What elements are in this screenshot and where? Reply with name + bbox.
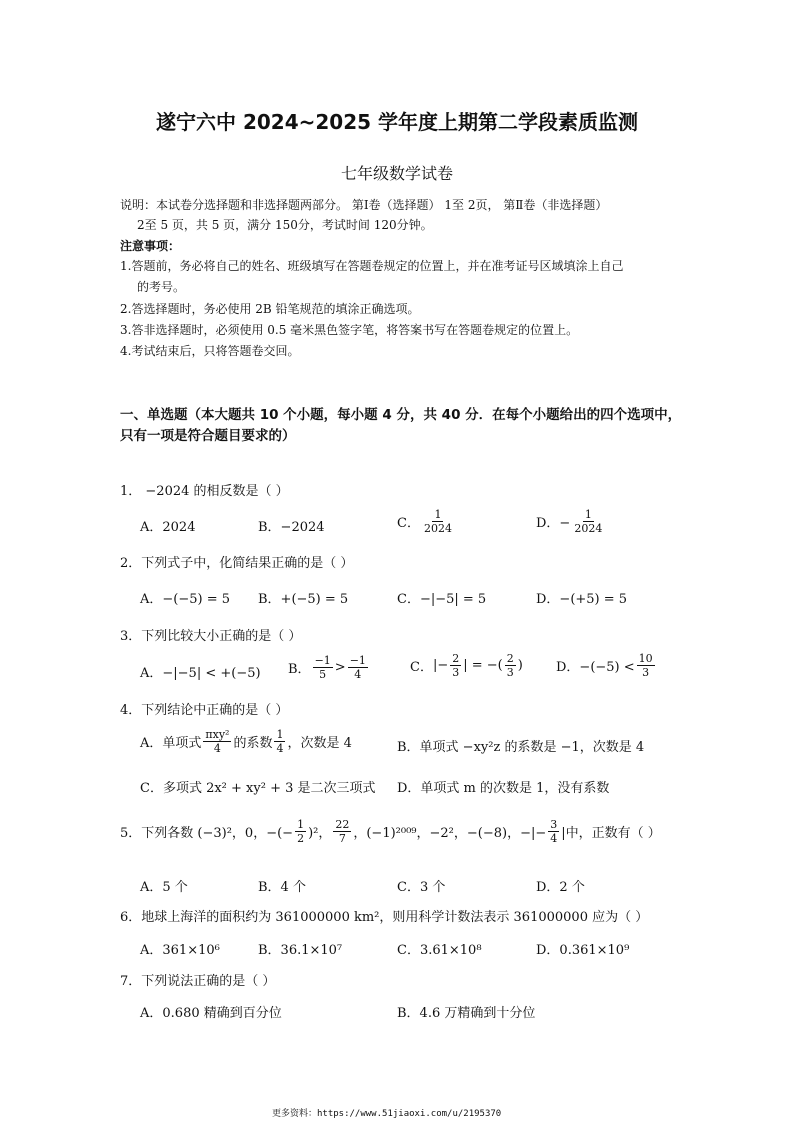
instructions-line1: 说明：本试卷分选择题和非选择题两部分。 第Ⅰ卷（选择题） 1至 2页， 第Ⅱ卷（非选择题）: [120, 198, 608, 212]
q5-frac2: [333, 818, 351, 845]
q3-c-pre: |−: [432, 658, 449, 673]
q1-c-den: 2024: [423, 522, 452, 535]
q3-option-d: [556, 652, 657, 679]
q3-stem: 3．下列比较大小正确的是（ ）: [120, 629, 302, 644]
exam-subtitle: 七年级数学试卷: [340, 164, 453, 183]
q3-d-num: 10: [638, 652, 653, 665]
q6-option-a: A．361×10⁶: [140, 943, 220, 958]
q4-option-a: [140, 728, 352, 755]
q4-a-num2: 1: [276, 728, 284, 741]
q1-d-num: 1: [584, 508, 592, 521]
q4-option-c: C．多项式 2x² + xy² + 3 是二次三项式: [140, 781, 376, 796]
notes-title: 注意事项：: [120, 239, 181, 253]
q2-stem: 2．下列式子中，化简结果正确的是（ ）: [120, 556, 354, 571]
q2-option-b: B．+(−5) = 5: [258, 592, 349, 607]
q1-d-fraction: [572, 508, 604, 535]
q6-option-b: B．36.1×10⁷: [258, 943, 343, 958]
q1-option-c: [397, 508, 456, 535]
q4-option-b: B．单项式 −xy²z 的系数是 −1，次数是 4: [397, 740, 645, 755]
note-4: 4.考试结束后，只将答题卷交回。: [120, 344, 300, 358]
q7-option-b: B．4.6 万精确到十分位: [397, 1006, 536, 1021]
q3-c-d1: 3: [452, 666, 460, 679]
q3-c-mid: | = −(: [463, 658, 503, 673]
q4-a-mid: 的系数: [233, 736, 273, 751]
q3-option-b: [288, 654, 370, 681]
q7-option-a: A．0.680 精确到百分位: [140, 1006, 282, 1021]
q3-d-label: D．−(−5) <: [556, 660, 635, 675]
q1-stem: 1． −2024 的相反数是（ ）: [120, 484, 289, 499]
q5-mid1: )²，: [308, 826, 332, 841]
q3-c-n1: 2: [452, 652, 460, 665]
note-2: 2.答选择题时，务必使用 2B 铅笔规范的填涂正确选项。: [120, 302, 420, 316]
q4-a-frac1: [203, 728, 231, 755]
q4-a-frac2: [274, 728, 285, 755]
instructions-line2: 2至 5 页，共 5 页，满分 150分，考试时间 120分钟。: [137, 218, 433, 232]
footer-link[interactable]: 更多资料：https://www.51jiaoxi.com/u/2195370: [272, 1109, 502, 1119]
note-1a: 1.答题前，务必将自己的姓名、班级填写在答题卷规定的位置上，并在准考证号区域填涂上自己: [120, 259, 624, 273]
q1-c-num: 1: [434, 508, 442, 521]
q1-option-b: B．−2024: [258, 520, 325, 535]
q3-b-frac2: [348, 654, 368, 681]
q1-d-label: D．−: [536, 516, 571, 531]
q1-option-a: A．2024: [140, 520, 196, 535]
q2-option-a: A．−(−5) = 5: [140, 592, 231, 607]
q5-pre: 5．下列各数 (−3)²，0，−(−: [120, 826, 294, 841]
q4-a-num: πxy²: [205, 728, 230, 741]
note-1b: 的考号。: [137, 280, 186, 294]
q5-mid2: ，(−1)²⁰⁰⁹，−2²，−(−8)，−|−: [353, 826, 547, 841]
section1-header-line1: 一、单选题（本大题共 10 个小题，每小题 4 分，共 40 分．在每个小题给出的四个选项中，: [120, 407, 682, 423]
q3-b-op: >: [334, 660, 346, 675]
q5-n2: 22: [335, 818, 350, 831]
q2-option-d: D．−(+5) = 5: [536, 592, 628, 607]
q3-b-d1: 5: [319, 668, 327, 681]
q4-stem: 4．下列结论中正确的是（ ）: [120, 703, 289, 718]
q3-d-fraction: [637, 652, 655, 679]
q3-b-n1: −1: [314, 654, 331, 667]
q6-option-d: D．0.361×10⁹: [536, 943, 630, 958]
q5-option-c: C．3 个: [397, 880, 446, 895]
q3-c-label: C．: [410, 660, 433, 675]
q5-frac3: [548, 818, 559, 845]
q5-option-d: D．2 个: [536, 880, 585, 895]
q6-stem: 6．地球上海洋的面积约为 361000000 km²，则用科学计数法表示 361000000 应为（ ）: [120, 910, 649, 925]
q6-option-c: C．3.61×10⁸: [397, 943, 482, 958]
q3-d-den: 3: [642, 666, 650, 679]
q3-b-d2: 4: [354, 668, 362, 681]
q1-c-fraction: [422, 508, 454, 535]
q5-d2: 7: [338, 832, 346, 845]
q5-option-b: B．4 个: [258, 880, 306, 895]
q5-n3: 3: [550, 818, 558, 831]
q4-a-pre: A．单项式: [140, 736, 202, 751]
q1-option-d: [536, 508, 606, 535]
q3-b-frac1: [313, 654, 333, 681]
q5-frac1: [295, 818, 306, 845]
q3-b-label: B．: [288, 662, 311, 677]
q5-n1: 1: [297, 818, 305, 831]
q3-c-frac1: [450, 652, 461, 679]
q3-c-post: ): [517, 658, 523, 673]
q4-a-post: ，次数是 4: [287, 736, 352, 751]
q3-b-n2: −1: [349, 654, 366, 667]
q4-a-den2: 4: [276, 742, 284, 755]
exam-title: 遂宁六中 2024~2025 学年度上期第二学段素质监测: [155, 110, 638, 134]
q3-option-a: A．−|−5| < +(−5): [140, 666, 261, 681]
section1-header-line2: 只有一项是符合题目要求的）: [120, 428, 296, 444]
q3-c-n2: 2: [506, 652, 514, 665]
q3-c-d2: 3: [506, 666, 514, 679]
note-3: 3.答非选择题时，必须使用 0.5 毫米黑色签字笔，将答案书写在答题卷规定的位置上。: [120, 323, 579, 337]
q3-option-c: [410, 652, 523, 679]
q3-c-frac2: [505, 652, 516, 679]
q7-stem: 7．下列说法正确的是（ ）: [120, 974, 276, 989]
q4-a-den: 4: [213, 742, 221, 755]
q5-d1: 2: [297, 832, 305, 845]
q5-option-a: A．5 个: [140, 880, 188, 895]
q1-c-label: C．: [397, 516, 420, 531]
q1-d-den: 2024: [574, 522, 603, 535]
q5-post: |中，正数有（ ）: [561, 826, 661, 841]
q5-stem: [120, 818, 661, 845]
q2-option-c: C．−|−5| = 5: [397, 592, 487, 607]
q4-option-d: D．单项式 m 的次数是 1，没有系数: [397, 781, 610, 796]
q5-d3: 4: [550, 832, 558, 845]
